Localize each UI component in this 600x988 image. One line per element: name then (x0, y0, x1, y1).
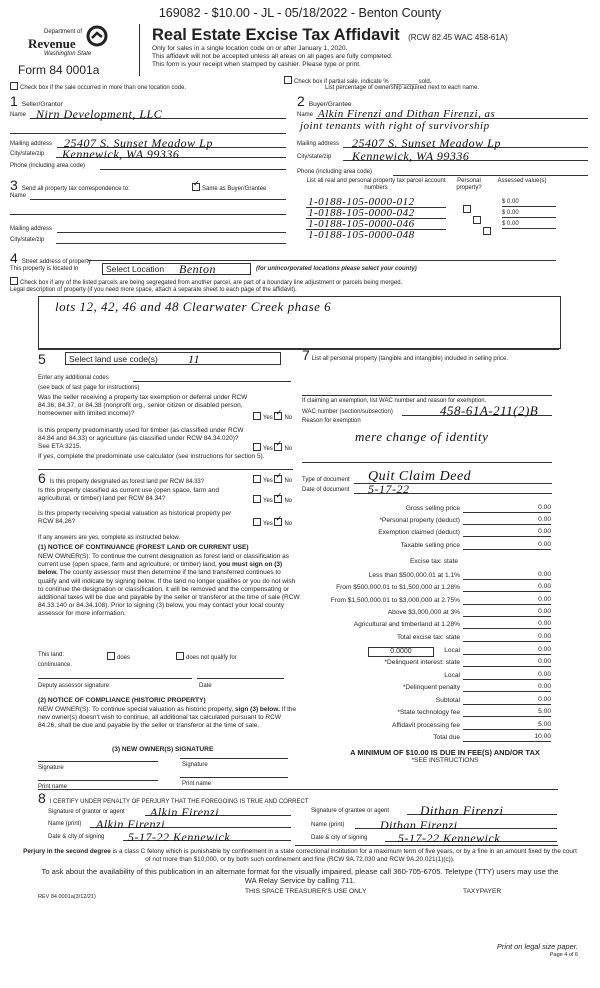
recording-stamp: 169082 - $10.00 - JL - 05/18/2022 - Benton County (158, 6, 442, 20)
tax-row-value[interactable]: 0.00 (491, 528, 551, 537)
tax-row-value[interactable]: 0.00 (491, 671, 551, 680)
label: Date & city of signing (48, 834, 105, 840)
label: Name (print) (311, 822, 345, 828)
parcel-header: List all real and personal property tax parcel account numbers (306, 178, 446, 192)
logo-name: Revenue (28, 36, 76, 51)
tax-row-value[interactable]: 5.00 (491, 721, 551, 730)
tax-row-label: Exemption claimed (deduct) (378, 529, 460, 536)
label: Phone (including area code) (297, 169, 373, 175)
current-use-question: Is this property classified as current use (open space, farm and agricultural, or timber) land per RCW 84.34? (38, 487, 220, 503)
grantor-name-field[interactable]: Alkin Firenzi (96, 817, 166, 831)
exemption-label: If claiming an exemption, list WAC number and reason for exemption. (302, 398, 487, 404)
label: Enter any additional codes (38, 375, 109, 381)
print-name-label: Print name (38, 784, 68, 790)
label: (see back of last page for instructions) (38, 385, 140, 391)
wac-label: WAC number (section/subsection) (302, 409, 393, 415)
checkbox-label: Check box if partial sale, indicate % ________ sold. (294, 79, 432, 85)
intro-line: This affidavit will not be accepted unless all areas on all pages are fully completed. (152, 53, 393, 60)
new-owner-signature-title: (3) NEW OWNER(S) SIGNATURE (112, 746, 214, 753)
if-yes-note: If any answers are yes, complete as instructed below. (38, 535, 181, 541)
personal-property-label: 7 List all personal property (tangible and intangible) included in selling price. (302, 347, 509, 363)
intro-line: This form is your receipt when stamped by cashier. Please type or print. (152, 61, 361, 68)
tax-row-label: Excise tax: state (409, 558, 458, 565)
tax-row-value[interactable]: 0.00 (491, 504, 551, 513)
yes-no[interactable]: Yes ✓ No (253, 475, 292, 485)
timber-question: Is this property predominantly used for timber (as classified under RCW 84.84 and 84.33) or agriculture (as classified under RCW 84.34.020)? See ETA 3215. (38, 427, 244, 451)
print-name-label: Print name (182, 781, 212, 787)
personal-property-checkbox[interactable] (463, 205, 471, 213)
tax-row-label: Gross selling price (405, 505, 460, 512)
minimum-due-notice: A MINIMUM OF $10.00 IS DUE IN FEE(S) AND/OR TAX (350, 748, 540, 757)
label: Name (10, 112, 27, 118)
leader-line (463, 666, 491, 667)
does-not-qualify-checkbox[interactable]: does not qualify for (176, 652, 237, 662)
tax-row-label: Above $3,000,000 at 3% (387, 609, 460, 616)
tax-row-label: *State technology fee (397, 709, 460, 716)
land-use-select[interactable] (65, 352, 281, 365)
tax-row-value[interactable]: 5.00 (491, 708, 551, 717)
label: Signature of grantor or agent (48, 809, 125, 815)
label: City/state/zip (297, 154, 332, 160)
tax-row-value[interactable]: 0.00 (491, 583, 551, 592)
tax-row-label: From $1,500,000.01 to $3,000,000 at 2.75% (330, 597, 460, 604)
yes-no[interactable]: Yes ✓ No (253, 412, 292, 422)
tax-row-label: Less than $500,000.01 at 1.1% (368, 572, 460, 579)
parcel-number-field[interactable]: 1-0188-105-0000-042 (308, 207, 415, 219)
seller-city-field[interactable]: Kennewick, WA 99336 (62, 147, 180, 161)
form-title: Real Estate Excise Tax Affidavit (152, 26, 400, 44)
label: Phone (including area code) (10, 163, 86, 169)
street-address-heading: 4 Street address of property (10, 250, 92, 266)
tax-row-label: Subtotal (435, 697, 460, 704)
logo-dept: Department of (44, 29, 83, 35)
logo-state: Washington State (44, 51, 92, 57)
leader-line (463, 604, 491, 605)
yes-no[interactable]: Yes ✓ No (253, 518, 292, 528)
section-number: 5 (38, 351, 46, 367)
label: This land: (38, 652, 65, 658)
tax-row-label: *Delinquent penalty (402, 684, 460, 691)
exemption-question: Was the seller receiving a property tax exemption or deferral under RCW 84.36, 84.37, or 84.38 (nonprofit org., senior citizen or disabled person, homeowner with limited income)? (38, 394, 248, 418)
tax-row-label: Local (444, 672, 460, 679)
tax-row-value[interactable]: 0.00 (491, 646, 551, 655)
legal-description-value: lots 12, 42, 46 and 48 Clearwater Creek phase 6 (55, 299, 332, 314)
leader-line (463, 591, 491, 592)
tax-row-label: Total excise tax: state (396, 634, 460, 641)
page-number: Page 4 of 6 (549, 952, 578, 958)
notice-continuance-title: (1) NOTICE OF CONTINUANCE (FOREST LAND OR CURRENT USE) (38, 544, 249, 551)
forest-land-question: 6 Is this property designated as forest land per RCW 84.33? (38, 470, 205, 486)
grantor-signature[interactable]: Alkin Firenzi (150, 805, 220, 819)
leader-line (463, 741, 491, 742)
historic-question: Is this property receiving special valuation as historical property per RCW 84.26? (38, 510, 232, 526)
wac-number-field[interactable]: 458-61A-211(2)B (440, 403, 539, 418)
leader-line (463, 691, 491, 692)
does-qualify-checkbox[interactable]: does (107, 652, 130, 662)
seller-name-field[interactable]: Nirn Development, LLC (36, 107, 163, 121)
doc-type-field[interactable]: Quit Claim Deed (368, 469, 472, 484)
reason-field[interactable]: mere change of identity (355, 429, 489, 444)
yes-no[interactable]: Yes ✓ No (253, 443, 292, 453)
label: Name (297, 112, 314, 118)
buyer-mailing-field[interactable]: 25407 S. Sunset Meadow Lp (352, 136, 501, 150)
select-label: Select land use code(s) (69, 354, 158, 364)
revenue-logo-icon (86, 25, 108, 47)
print-legal-note: Print on legal size paper. (496, 942, 578, 951)
doc-date-field[interactable]: 5-17-22 (368, 482, 410, 496)
parcel-number-field[interactable]: 1-0188-105-0000-046 (308, 218, 415, 230)
buyer-heading: 2 Buyer/Grantee (297, 93, 352, 109)
leader-line (463, 729, 491, 730)
tax-row-label: Affidavit processing fee (391, 722, 460, 729)
leader-line (463, 679, 491, 680)
tax-row-label: Taxable selling price (400, 542, 460, 549)
segregated-checkbox[interactable]: Check box if any of the listed parcels are being segregated from another parcel, are part of a boundary line adjustment or parcels being merged. (10, 277, 402, 287)
form-number: Form 84 0001a (18, 63, 100, 77)
tax-row-label: *Personal property (deduct) (379, 517, 460, 524)
grantee-name-field[interactable]: Dithan Firenzi (380, 818, 458, 832)
tax-row-label: From $500,000.01 to $1,500,000 at 1.28% (336, 584, 460, 591)
tax-row-value[interactable]: 0.00 (491, 608, 551, 617)
label: This property is located in (10, 266, 79, 272)
leader-line (463, 716, 491, 717)
revision-label: REV 84 0001a(3/12/21) (38, 894, 96, 900)
leader-line (463, 641, 491, 642)
tax-row-label: Total due (433, 734, 460, 741)
correspondence-heading: 3 Send all property tax correspondence to: (10, 177, 130, 193)
local-rate-value: 0.0000 (390, 648, 412, 655)
label: continuance. (38, 662, 73, 668)
grantee-signature[interactable]: Dithan Firenzi (420, 803, 504, 818)
seller-heading: 1 Seller/Grantor (10, 93, 63, 109)
tax-row-label: Local (444, 647, 460, 654)
assessed-value-field[interactable]: $ 0.00 (502, 199, 556, 207)
local-rate-field[interactable] (368, 647, 434, 657)
location-select[interactable] (102, 263, 251, 275)
leader-line (463, 524, 491, 525)
header-divider (139, 24, 140, 76)
land-use-value: 11 (188, 352, 201, 366)
tax-row-value[interactable]: 0.00 (491, 541, 551, 550)
yes-no[interactable]: Yes ✓ No (253, 495, 292, 505)
deputy-signature-label: Deputy assessor signature (38, 683, 110, 689)
partial-sale-note: List percentage of ownership acquired next to each name. (325, 85, 480, 91)
parcel-number-field[interactable]: 1-0188-105-0000-012 (308, 196, 415, 208)
buyer-name-field[interactable]: Alkin Firenzi and Dithan Firenzi, as (318, 108, 496, 120)
checkbox-label: Check box if the sale occurred in more than one location code. (20, 85, 187, 91)
see-instructions: *SEE INSTRUCTIONS (411, 757, 479, 764)
legal-description-label: Legal description of property (if you need more space, attach a separate sheet to each page of the affidavit). (10, 287, 297, 293)
date-label: Date (199, 683, 212, 689)
seller-mailing-field[interactable]: 25407 S. Sunset Meadow Lp (64, 136, 213, 150)
tax-row-value[interactable]: 0.00 (491, 683, 551, 692)
tax-row-value[interactable]: 0.00 (491, 516, 551, 525)
perjury-notice: Perjury in the second degree is a class C felony which is punishable by confinement in a state correctional institution for a maximum term of five years, or by a fine in an amount fixed by the court of not more than $10,000, or by both such confinement and fine (RCW 9A.72.030 and RCW 9A.20.021(1)(c)). (23, 848, 577, 863)
label: Name (print) (48, 821, 82, 827)
leader-line (463, 654, 491, 655)
notice-compliance-body: NEW OWNER(S): To continue special valuation as historic property, sign (3) below. If the new owner(s) doesn't wish to continue, all additional tax calculated pursuant to RCW 84.26, shall be due and payable by the seller or transferor at the time of sale. (38, 706, 297, 730)
select-label: Select Location (106, 264, 165, 274)
legal-description-field[interactable] (38, 296, 561, 349)
form-title-row (152, 26, 508, 47)
grantee-date-field[interactable]: 5-17-22 Kennewick (398, 831, 501, 845)
label: Mailing address (10, 226, 53, 232)
tax-row-value[interactable]: 0.00 (491, 596, 551, 605)
title-reference: (RCW 82.45 WAC 458-61A) (408, 33, 508, 42)
label: Mailing address (10, 141, 53, 147)
tax-row-value[interactable]: 0.00 (491, 620, 551, 629)
parcel-number-field[interactable]: 1-0188-105-0000-048 (308, 229, 415, 241)
label: Signature of grantee or agent (311, 808, 390, 814)
tax-row-label: *Delinquent interest: state (384, 659, 460, 666)
assessed-value-field[interactable]: $ 0.00 (502, 210, 556, 218)
label: Name (10, 193, 27, 199)
tax-row-label: Agricultural and timberland at 1.28% (353, 621, 460, 628)
leader-line (463, 579, 491, 580)
taxpayer-label: TAXYPAYER (463, 888, 502, 895)
assessed-value-header: Assessed value(s) (497, 178, 547, 184)
same-as-buyer-checkbox[interactable]: ✓ Same as Buyer/Grantee (192, 183, 266, 193)
signature-label: Signature (38, 765, 64, 771)
personal-property-checkbox[interactable] (483, 227, 491, 235)
tax-row-value[interactable]: 0.00 (491, 633, 551, 642)
doc-date-label: Date of document (302, 487, 350, 493)
treasurer-label: THIS SPACE TREASURER'S USE ONLY (245, 888, 367, 895)
notice-compliance-title: (2) NOTICE OF COMPLIANCE (HISTORIC PROPERTY) (38, 697, 206, 704)
personal-property-header: Personal property? (456, 178, 482, 192)
tax-row-value[interactable]: 0.00 (491, 658, 551, 667)
doc-type-label: Type of document (302, 477, 350, 483)
leader-line (463, 549, 491, 550)
leader-line (463, 704, 491, 705)
label: Date & city of signing (311, 835, 368, 841)
notice-continuance-body: NEW OWNER(S): To continue the current designation as forest land or classification as current use (open space, farm and agriculture, or timber) land, you must sign on (3) below. The county assessor must then determine if the land transferred continues to qualify and will indicate by signing below. If the land no longer qualifies or you do not wish to continue the designation or classification, it will be removed and the compensating or additional taxes will be due and payable by the seller or transferor at the time of sale (RCW 84.33.140 or 84.34.108). Prior to signing (3) below, you may contact your local county assessor for more information. (38, 553, 300, 618)
intro-line: Only for sales in a single location code on or after January 1, 2020. (152, 45, 348, 52)
assessed-value-field[interactable]: $ 0.00 (502, 221, 556, 229)
tax-row-value[interactable]: 10.00 (491, 733, 551, 742)
timber-note: If yes, complete the predominate use calculator (see instructions for section 5). (38, 453, 265, 460)
label: City/state/zip (10, 151, 45, 157)
signature-label: Signature (182, 762, 208, 768)
reason-label: Reason for exemption (302, 418, 361, 424)
leader-line (463, 536, 491, 537)
location-value: Benton (179, 262, 216, 276)
leader-line (463, 512, 491, 513)
label: Mailing address (297, 141, 340, 147)
label: City/state/zip (10, 237, 45, 243)
leader-line (463, 616, 491, 617)
tax-row-value[interactable]: 0.00 (491, 696, 551, 705)
buyer-city-field[interactable]: Kennewick, WA 99336 (352, 149, 470, 163)
grantor-date-field[interactable]: 5-17-22 Kennewick (128, 830, 231, 844)
buyer-name-line2[interactable]: joint tenants with right of survivorship (300, 120, 490, 132)
alt-format-notice: To ask about the availability of this publication in an alternate format for the visually impaired, please call 360-705-6705. Teletype (TTY) users may use the WA Relay Service by calling 711. (41, 867, 559, 885)
location-note: (for unincorporated locations please select your county) (256, 266, 417, 272)
leader-line (463, 628, 491, 629)
multi-location-checkbox[interactable] (10, 82, 186, 92)
tax-row-value[interactable]: 0.00 (491, 571, 551, 580)
personal-property-checkbox[interactable] (473, 216, 481, 224)
certify-heading: 8 I CERTIFY UNDER PENALTY OF PERJURY THAT THE FOREGOING IS TRUE AND CORRECT (38, 790, 309, 806)
